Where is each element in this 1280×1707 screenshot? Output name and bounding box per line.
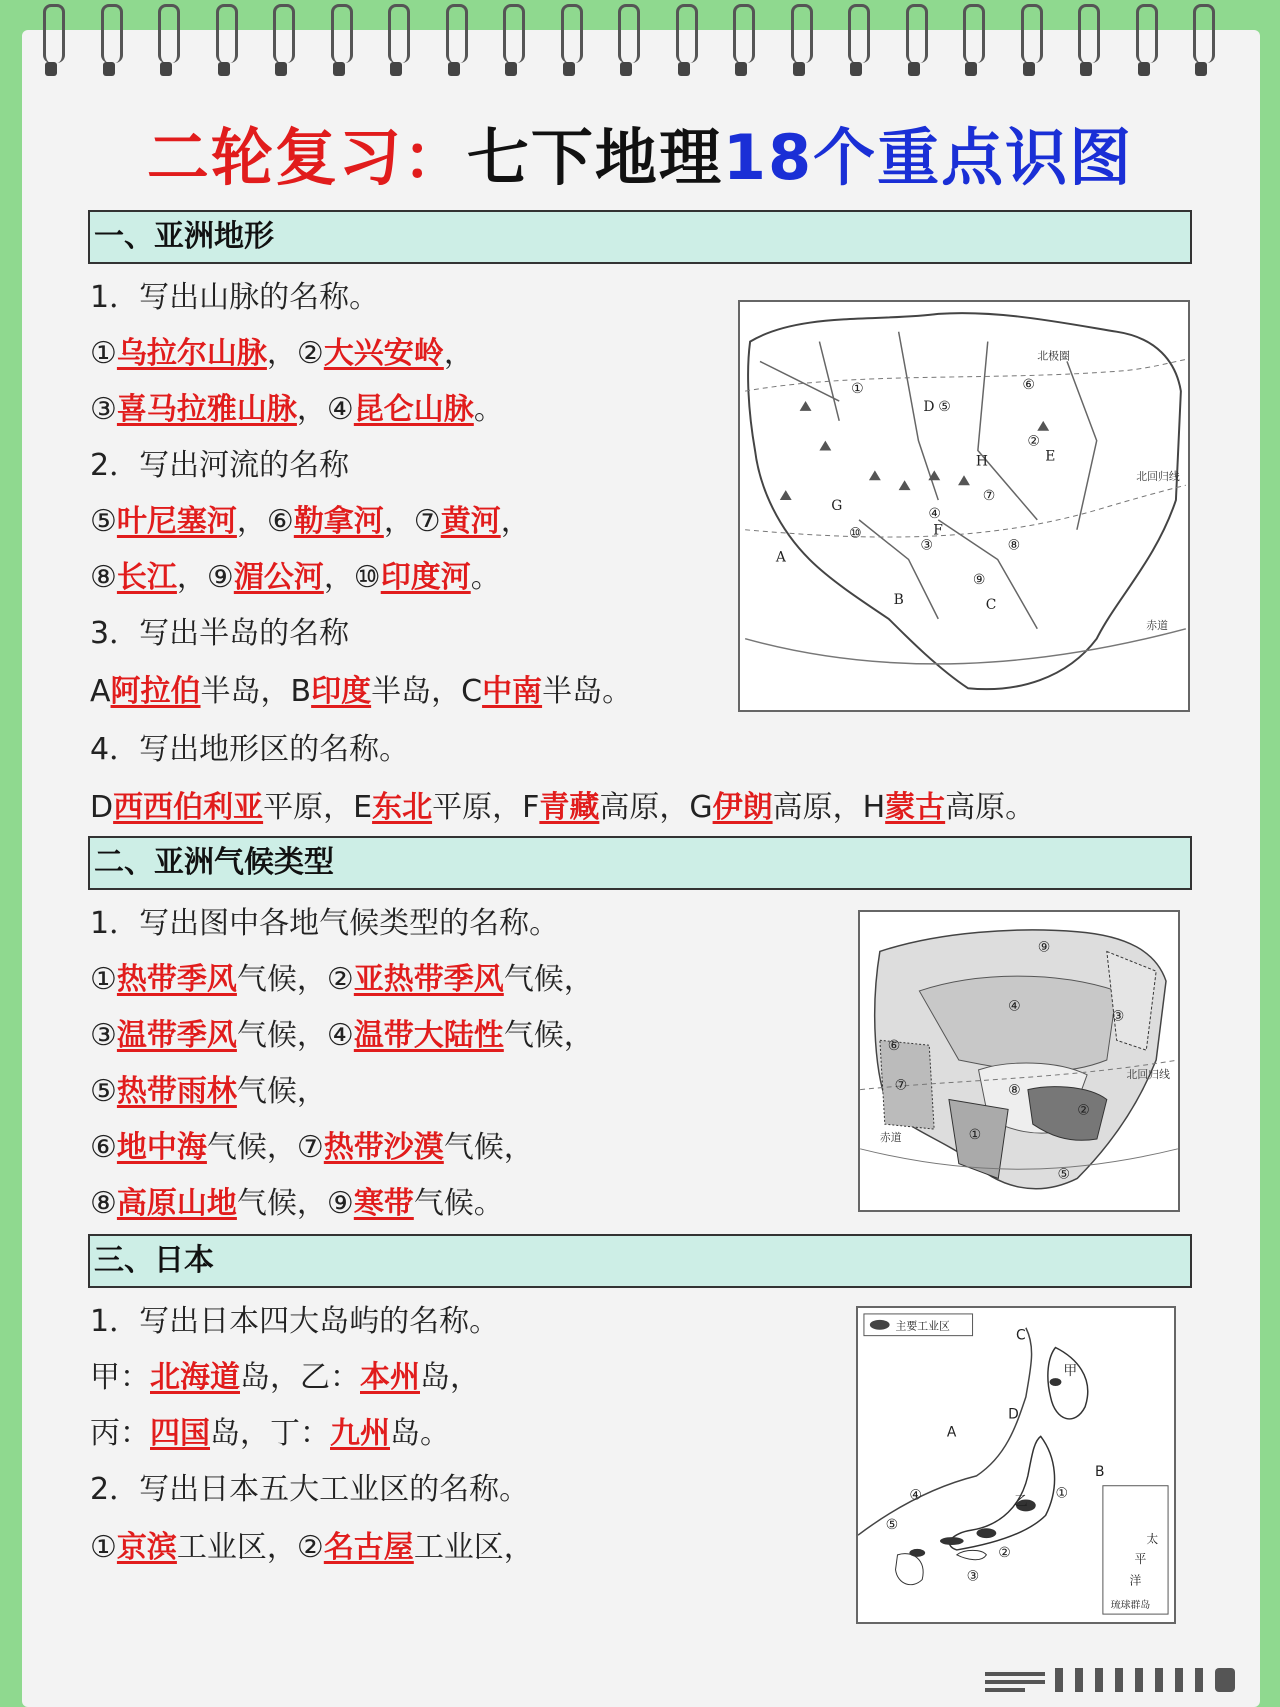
svg-text:D: D [923, 398, 935, 415]
svg-text:⑦: ⑦ [982, 488, 996, 505]
svg-text:E: E [1045, 448, 1056, 465]
map-legend-industrial-zone: 主要工业区 [895, 1319, 950, 1333]
binding-ring [40, 4, 62, 80]
question-line: 1．写出图中各地气候类型的名称。 [90, 906, 560, 941]
question-line: 1．写出山脉的名称。 [90, 280, 380, 315]
svg-text:A: A [775, 549, 786, 566]
map-label-ocean-3: 洋 [1129, 1573, 1142, 1588]
binding-ring [1075, 4, 1097, 80]
svg-text:⑦: ⑦ [894, 1077, 908, 1094]
svg-text:⑤: ⑤ [885, 1517, 899, 1534]
binding-ring [270, 4, 292, 80]
binding-ring [1018, 4, 1040, 80]
binding-ring [903, 4, 925, 80]
svg-text:②: ② [998, 1544, 1011, 1561]
asia-climate-map [858, 910, 1180, 1212]
svg-text:⑥: ⑥ [887, 1038, 901, 1055]
map-label-tropic: 北回归线 [1126, 1067, 1170, 1081]
map-label-ocean-2: 平 [1134, 1551, 1147, 1566]
answer-line: ⑧高原山地气候，⑨寒带气候。 [90, 1186, 504, 1221]
map-label-a: A [946, 1424, 957, 1441]
svg-text:G: G [831, 497, 843, 514]
svg-text:④: ④ [1008, 998, 1021, 1015]
svg-text:⑨: ⑨ [1037, 939, 1051, 956]
svg-text:B: B [893, 592, 904, 609]
binding-ring [213, 4, 235, 80]
binding-ring [730, 4, 752, 80]
answer-line: ①乌拉尔山脉，②大兴安岭， [90, 336, 474, 371]
svg-text:①: ① [1055, 1485, 1068, 1502]
binding-ring [1190, 4, 1212, 80]
question-line: 1．写出日本四大岛屿的名称。 [90, 1304, 500, 1339]
answer-line: ⑤叶尼塞河，⑥勒拿河，⑦黄河， [90, 504, 531, 539]
svg-text:④: ④ [909, 1487, 922, 1504]
question-line: 4．写出地形区的名称。 [90, 732, 410, 767]
binding-ring [788, 4, 810, 80]
binding-ring [558, 4, 580, 80]
page-title: 二轮复习：七下地理18个重点识图 [146, 121, 1134, 194]
binding-ring [673, 4, 695, 80]
answer-line: 丙：四国岛，丁：九州岛。 [90, 1416, 450, 1451]
question-line: 2．写出日本五大工业区的名称。 [90, 1472, 530, 1507]
answer-line: ③喜马拉雅山脉，④昆仑山脉。 [90, 392, 504, 427]
svg-text:③: ③ [920, 537, 933, 554]
svg-text:②: ② [1027, 433, 1040, 450]
answer-line: ①京滨工业区，②名古屋工业区， [90, 1530, 534, 1565]
map-label-jia: 甲 [1063, 1363, 1078, 1380]
answer-line: ③温带季风气候，④温带大陆性气候， [90, 1018, 594, 1053]
answer-line: ⑥地中海气候，⑦热带沙漠气候， [90, 1130, 534, 1165]
svg-text:③: ③ [966, 1568, 980, 1585]
answer-line: D西西伯利亚平原，E东北平原，F青藏高原，G伊朗高原，H蒙古高原。 [90, 790, 1036, 825]
svg-text:①: ① [851, 381, 864, 398]
binding-ring [615, 4, 637, 80]
map-label-yi: 乙 [1014, 1493, 1028, 1510]
watermark-logo [985, 1664, 1245, 1696]
binding-ring [443, 4, 465, 80]
map-label-tropic: 北回归线 [1136, 470, 1180, 484]
svg-text:⑧: ⑧ [1007, 537, 1021, 554]
svg-text:②: ② [1077, 1102, 1090, 1119]
svg-text:⑤: ⑤ [1057, 1166, 1070, 1183]
spiral-binding [40, 4, 1240, 84]
map-label-d: D [1008, 1406, 1019, 1423]
map-label-equator: 赤道 [879, 1130, 902, 1144]
question-line: 2．写出河流的名称 [90, 448, 350, 483]
section-heading-asia-terrain: 一、亚洲地形 [88, 210, 1192, 264]
binding-ring [500, 4, 522, 80]
asia-terrain-map [738, 300, 1190, 712]
binding-ring [385, 4, 407, 80]
svg-text:⑩: ⑩ [849, 525, 862, 542]
answer-line: ⑤热带雨林气候， [90, 1074, 327, 1109]
map-label-c: C [1016, 1327, 1026, 1344]
answer-line: A阿拉伯半岛，B印度半岛，C中南半岛。 [90, 674, 633, 709]
binding-ring [845, 4, 867, 80]
svg-text:⑨: ⑨ [972, 572, 986, 589]
binding-ring [1133, 4, 1155, 80]
svg-text:⑤: ⑤ [938, 398, 951, 415]
svg-text:④: ④ [928, 505, 941, 522]
map-label-arctic-circle: 北极圈 [1037, 349, 1070, 363]
section-heading-japan: 三、日本 [88, 1234, 1192, 1288]
map-label-ryukyu: 琉球群岛 [1110, 1600, 1151, 1612]
answer-line: ⑧长江，⑨湄公河，⑩印度河。 [90, 560, 501, 595]
svg-text:①: ① [968, 1126, 982, 1143]
japan-map [856, 1306, 1176, 1624]
binding-ring [155, 4, 177, 80]
svg-text:⑥: ⑥ [1022, 377, 1035, 394]
svg-text:H: H [975, 453, 988, 470]
map-label-b: B [1094, 1463, 1105, 1480]
section-heading-asia-climate: 二、亚洲气候类型 [88, 836, 1192, 890]
svg-text:C: C [985, 596, 997, 613]
binding-ring [328, 4, 350, 80]
question-line: 3．写出半岛的名称 [90, 616, 350, 651]
svg-text:③: ③ [1111, 1008, 1125, 1025]
binding-ring [960, 4, 982, 80]
map-label-ocean-1: 太 [1146, 1532, 1159, 1547]
map-label-equator: 赤道 [1146, 618, 1168, 632]
answer-line: 甲：北海道岛，乙：本州岛， [90, 1360, 480, 1395]
svg-text:⑧: ⑧ [1008, 1082, 1021, 1099]
binding-ring [98, 4, 120, 80]
svg-text:F: F [933, 522, 943, 539]
answer-line: ①热带季风气候，②亚热带季风气候， [90, 962, 594, 997]
